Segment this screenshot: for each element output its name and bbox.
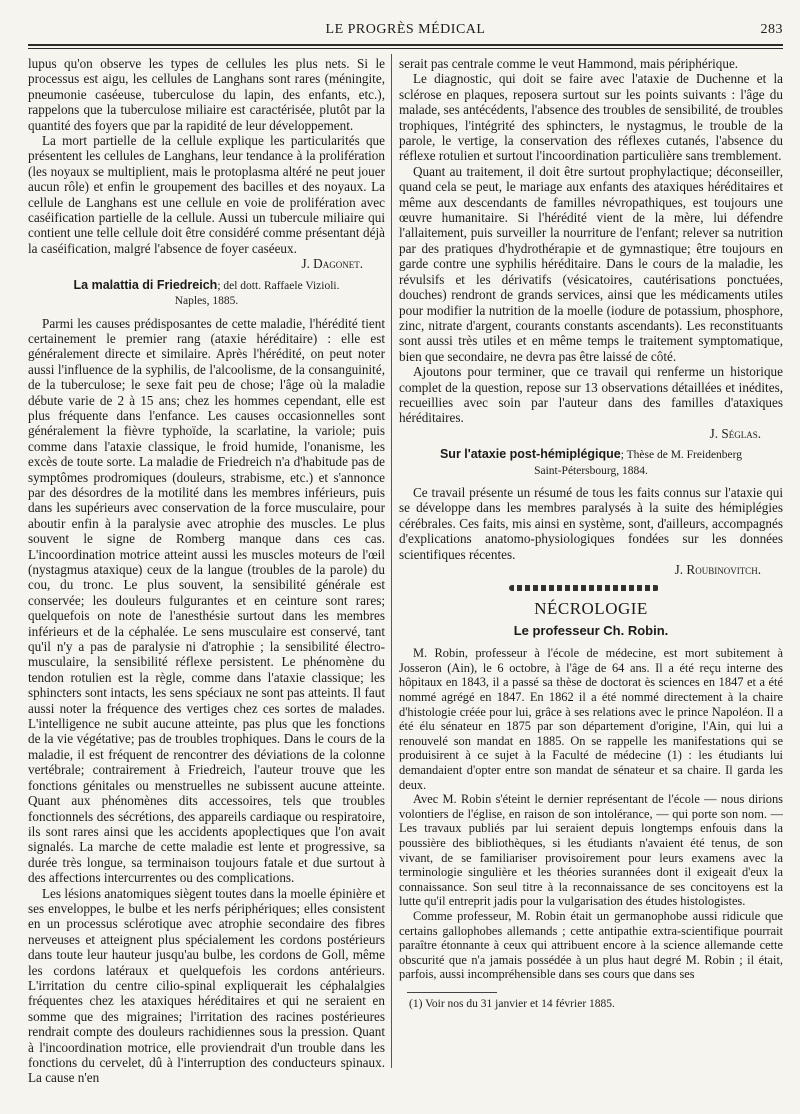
paragraph: Avec M. Robin s'éteint le dernier représentant de l'école — nous dirions volontiers de l'église, en raison de son intolérance, — qui porte son nom. — Les travaux publiés par lui seraient depuis longtemps enfouis dans la poussière des bibliothèques, si les étudiants n'avaient été tenus, de son vivant, de se familiariser provisoirement pour leurs examens avec la terminologie singulière et les théories surannées dont il exigeait d'eux la connaissance. Son seul titre à la reconnaissance de ses concitoyens est la lutte qu'il entreprit jadis pour la vulgarisation des études histologistes. — [399, 792, 783, 909]
ornament-divider — [509, 585, 659, 591]
review-author: ; Thèse de M. Freidenberg — [620, 449, 743, 462]
paragraph: Comme professeur, M. Robin était un germanophobe aussi ridicule que certains gallophobes allemands ; cette antipathie extra-scientifique pourrait paraître étonnante à ceux qui attribuent encore à la science allemande cette obscurité que n'a jamais possédée à un plus haut degré M. Robin ; il était, parfois, aussi incompréhensible dans ses cours que dans ses — [399, 908, 783, 982]
page-number: 283 — [760, 22, 783, 37]
paragraph: Parmi les causes prédisposantes de cette maladie, l'hérédité tient certainement le premier rang (ataxie héréditaire) : elle est généralement directe et similaire. Après l'hérédité, on peut noter aussi l'influence de la syphilis, de l'alcoolisme, de la consanguinité, de la tuberculose; le sexe fait peu de chose; l'âge où la maladie débute varie de 2 à 15 ans; chez les hommes cependant, elle est plus fréquente dans l'enfance. Les causes occasionnelles sont généralement la fièvre typhoïde, la scarlatine, la variole; puis comme dans l'ataxie classique, le froid humide, l'onanisme, les excès de toute sorte. La maladie de Friedreich n'a d'habitude pas de symptômes prodromiques (douleurs, strabisme, etc.) et s'annonce par des désordres de la motilité dans les membres inférieurs, puis dans les supérieurs avec conservation de la force musculaire, pour aboutir enfin à la paralysie avec atrophie des muscles. Le plus souvent le signe de Romberg manque dans ces cas. L'incoordination motrice atteint aussi les muscles moteurs de l'œil (nystagmus ataxique) ceux de la langue (troubles de la parole) du cou, du tronc. Le plus souvent, la sensibilité générale est conservée; les douleurs fulgurantes et en ceinture sont rares; quelquefois on note de l'anesthésie surtout dans les membres inférieurs et de la céphalée. Le sens musculaire est conservé, tant qu'il n'y a pas de paralysie ni d'atrophie ; la sensibilité électro-musculaire, la sensibilité réflexe persistent. Le phénomène du tendon rotulien est la règle, comme dans l'ataxie classique; les sphincters sont intacts, les sens spéciaux ne sont pas atteints. Il faut aussi noter la fréquence des vertiges chez ces sortes de malades. L'intelligence ne subit aucune atteinte, pas plus que les fonctions de la vie végétative; pas de troubles trophiques. Dans le cours de la maladie, il est fréquent de rencontrer des déviations de la colonne vertébrale; contrairement à Friedreich, l'auteur trouve que les fonctions génitales ou menstruelles ne subissent aucune atteinte. Quant aux phénomènes dits accessoires, tels que troubles fonctionnels des sécrétions, des appareils cardiaque ou respiratoire, ils sont rares ainsi que les accidents apoplectiques que l'on avait signalés. La marche de cette maladie est lente et progressive, sa durée très longue, sa terminaison toujours fatale et due surtout à des affections intercurrentes ou des complications. — [28, 315, 385, 886]
paragraph: Ce travail présente un résumé de tous les faits connus sur l'ataxie qui se développe dans les membres paralysés à la suite des hémiplégies cérébrales. Ces faits, mis ainsi en système, sont, d'ailleurs, accompagnés d'explications anatomo-physiologiques fondées sur les données scientifiques récentes. — [399, 484, 783, 562]
review-title: Sur l'ataxie post-hémiplégique — [439, 447, 621, 462]
review-heading-friedreich — [28, 278, 385, 294]
review-title: La malattia di Friedreich — [73, 277, 218, 292]
signature-dagonet: J. Dagonet. — [301, 256, 363, 272]
header-rule — [28, 44, 783, 46]
review-place: Naples, 1885. — [174, 295, 239, 308]
left-column — [28, 56, 385, 1086]
obituary-subtitle: Le professeur Ch. Robin. — [513, 622, 669, 638]
paragraph: lupus qu'on observe les types de cellules les plus nets. Si le processus est aigu, les cellules de Langhans sont rares (méningite, pneumonie caséeuse, tuberculose du lapin, des enfants, etc.), rappelons que la tuberculose miliaire est caractérisée, plutôt par la quantité des foyers que par la rapidité de leur développement. — [28, 56, 385, 133]
paragraph: Quant au traitement, il doit être surtout prophylactique; déconseiller, quand cela se peut, le mariage aux enfants des ataxiques héréditaires et même aux descendants de familles névropathiques, est toujours une œuvre humanitaire. Si l'hérédité vient de la mère, lui défendre l'allaitement, puis surveiller la nourriture de l'enfant; relever sa nutrition par des pratiques d'hydrothérapie et de gymnastique; être toujours en garde contre une syphilis héréditaire. Dans le cours de la maladie, les révulsifs et les dérivatifs (vésicatoires, cautérisations ponctuées, douches) rendront de grands services, ainsi que les médicaments utiles pour modifier la nutrition de la moelle (iodure de potassium, phosphore, zinc, nitrate d'argent, courants constants ascendants). Les reconstituants sont aussi très utiles et en même temps le traitement symptomatique, bien que secondaire, ne devra pas être laissé de côté. — [399, 163, 783, 364]
column-divider — [391, 54, 392, 1068]
signature-roubinovitch: J. Roubinovitch. — [674, 562, 761, 577]
header-rule-thin — [28, 48, 783, 49]
review-author: ; del dott. Raffaele Vizioli. — [217, 279, 340, 292]
obituary-body — [399, 646, 783, 982]
paragraph: serait pas centrale comme le veut Hammond, mais périphérique. — [399, 56, 739, 71]
paragraph: Le diagnostic, qui doit se faire avec l'ataxie de Duchenne et la sclérose en plaques, reposera surtout sur les points suivants : l'âge du malade, ses antécédents, l'absence des troubles de sensibilité, de troubles trophiques, l'intégrité des sphincters, le nystagmus, le trouble de la parole, le vertige, la conservation des réflexes cutanés, l'absence du réflexe rotulien et surtout l'incoordination particulière sans tremblement. — [399, 71, 783, 164]
review-place: Saint-Pétersbourg, 1884. — [534, 464, 648, 477]
paragraph: La mort partielle de la cellule explique les particularités que présentent les cellules de Langhans, leur tendance à la prolifération (les noyaux se multiplient, mais le protoplasma altéré ne peut jouer aucun rôle) et enfin le groupement des bacilles et des noyaux. La cellule de Langhans est une cellule en voie de prolifération avec caséification partielle de la cellule. Aussi un tubercule miliaire qui contient une telle cellule doit être considéré comme présentant déjà la caséification, malgré l'absence de foyer caséeux. — [28, 133, 385, 256]
paragraph: M. Robin, professeur à l'école de médecine, est mort subitement à Josseron (Ain), le 6 octobre, à l'âge de 64 ans. Il a été reçu interne des hôpitaux en 1843, il a passé sa thèse de doctorat ès sciences en 1847 et a été nommé agrégé en 1847. En 1862 il a été nommé directement à la chaire d'histologie créée pour lui, grâce à ses relations avec le prince Napoléon. Il a été élu sénateur en 1875 par son département d'origine, l'Ain, qui lui a renouvelé son mandat en 1885. On se rappelle les manifestations qui se produisirent à ce sujet à la Faculté de médecine (1) : les étudiants lui demandaient d'opter entre son mandat de sénateur et sa chaire. Il garda les deux. — [399, 646, 783, 792]
footnote-rule — [407, 992, 497, 993]
review-heading-ataxie — [399, 447, 783, 463]
signature-seglas: J. Séglas. — [709, 425, 761, 441]
footnote: (1) Voir nos du 31 janvier et 14 février 1885. — [409, 997, 615, 1010]
section-title-necrologie: NÉCROLOGIE — [534, 599, 648, 619]
journal-title: LE PROGRÈS MÉDICAL — [325, 22, 486, 37]
paragraph: Ajoutons pour terminer, que ce travail qui renferme un historique complet de la question, repose sur 13 observations détaillées et inédites, recueillies avec soin par l'auteur dans des familles d'ataxiques héréditaires. — [399, 364, 783, 426]
right-column — [399, 56, 783, 1086]
paragraph: Les lésions anatomiques siègent toutes dans la moelle épinière et ses enveloppes, le bulbe et les nerfs périphériques; elles consistent en un processus sclérotique avec atrophie secondaire des fibres nerveuses et atteignent plus spécialement les cordons postérieurs dans toute leur hauteur jusqu'au bulbe, les cordons de Goll, même les cordons latéraux et quelquefois les cordons antérieurs. L'irritation du centre cilio-spinal expliquerait les céphalalgies fréquentes chez les ataxiques héréditaires et qui ne seraient en somme que des migraines; l'irritation des racines postérieures rendrait compte des douleurs rachidiennes sous la pression. Quant à l'incoordination motrice, elle proviendrait d'un trouble dans les fonctions du cervelet, dû à l'interruption des conducteurs spinaux. La cause n'en — [28, 885, 385, 1086]
running-header — [28, 22, 783, 40]
